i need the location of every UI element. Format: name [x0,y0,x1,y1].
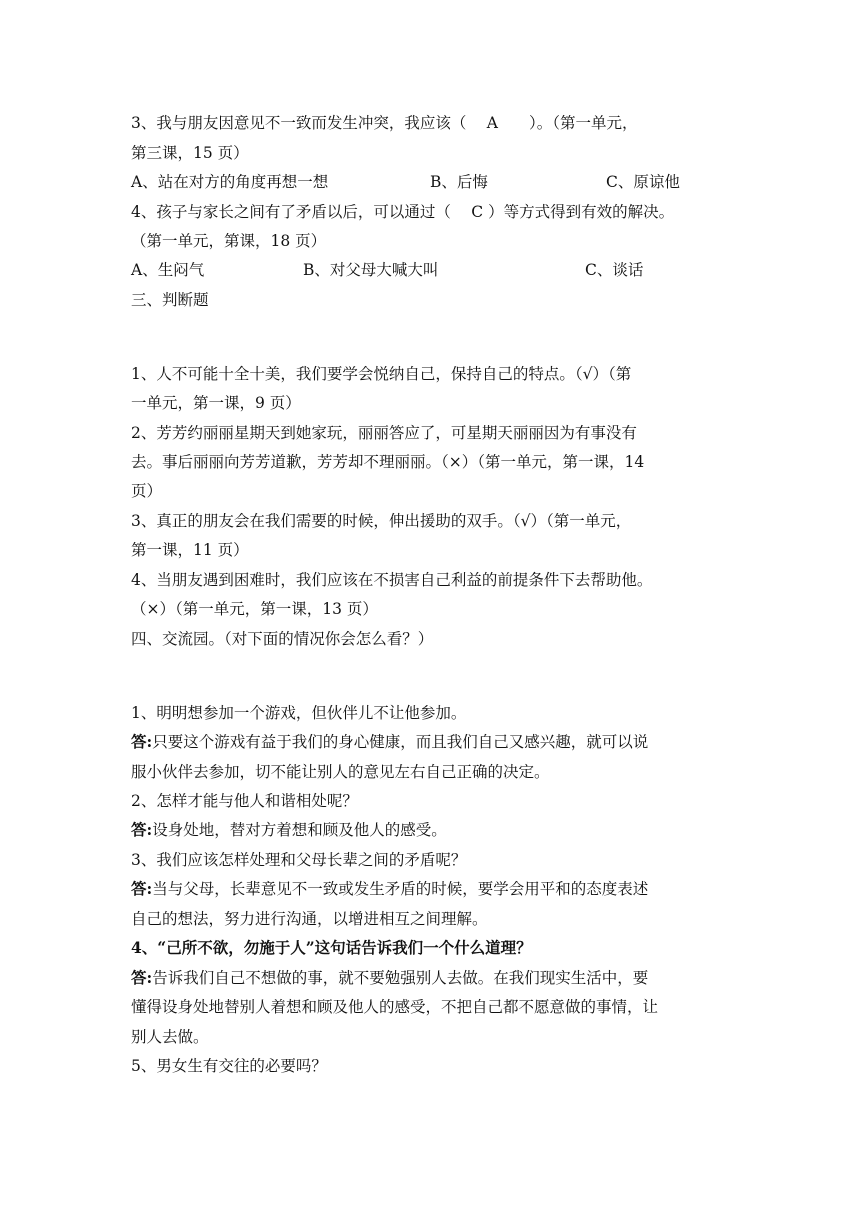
judge4-line2: （×）（第一单元，第一课，13 页） [131,600,378,618]
answer-label: 答: [131,879,153,898]
answer-text: 告诉我们自己不想做的事，就不要勉强别人去做。在我们现实生活中，要 [152,969,649,987]
q3-option-b: B、后悔 [430,173,488,191]
judge2-line2: 去。事后丽丽向芳芳道歉，芳芳却不理丽丽。（×）（第一单元，第一课，14 [131,453,645,471]
exchange1-answer-line1 [131,732,648,752]
exchange2-answer-line1 [131,820,447,840]
judge2-line3: 页） [131,482,163,500]
section4-title: 四、交流园。（对下面的情况你会怎么看？） [131,630,434,648]
exchange3-answer-line1 [131,879,648,899]
answer-text: 设身处地，替对方着想和顾及他人的感受。 [152,821,447,839]
exchange4-answer-line1 [131,968,648,988]
q4-option-b: B、对父母大喊大叫 [303,261,439,279]
answer-label: 答: [131,968,153,987]
judge1-line1: 1、人不可能十全十美，我们要学会悦纳自己，保持自己的特点。（√）（第 [131,365,632,383]
section3-title: 三、判断题 [131,291,209,309]
judge1-line2: 一单元，第一课，9 页） [131,394,301,412]
q4-option-c: C、谈话 [585,261,644,279]
q4-line1: 4、孩子与家长之间有了矛盾以后，可以通过（ C ）等方式得到有效的解决。 [131,203,675,221]
exchange4-answer-line3: 别人去做。 [131,1028,209,1046]
answer-text: 当与父母，长辈意见不一致或发生矛盾的时候，要学会用平和的态度表述 [152,880,649,898]
exchange2-question: 2、怎样才能与他人和谐相处呢？ [131,792,358,810]
q3-line2: 第三课，15 页） [131,144,249,162]
exchange1-answer-line2: 服小伙伴去参加，切不能让别人的意见左右自己正确的决定。 [131,763,550,781]
q4-option-a: A、生闷气 [131,261,205,279]
exchange1-question: 1、明明想参加一个游戏，但伙伴儿不让他参加。 [131,704,467,722]
answer-label: 答: [131,732,153,751]
answer-text: 只要这个游戏有益于我们的身心健康，而且我们自己又感兴趣，就可以说 [152,733,649,751]
judge3-line2: 第一课，11 页） [131,541,249,559]
q3-line1: 3、我与朋友因意见不一致而发生冲突，我应该（ A ）。（第一单元， [131,114,638,132]
judge3-line1: 3、真正的朋友会在我们需要的时候，伸出援助的双手。（√）（第一单元， [131,512,632,530]
exchange4-answer-line2: 懂得设身处地替别人着想和顾及他人的感受，不把自己都不愿意做的事情，让 [131,998,659,1016]
exchange3-question: 3、我们应该怎样处理和父母长辈之间的矛盾呢？ [131,851,467,869]
q3-option-a: A、站在对方的角度再想一想 [131,173,329,191]
q3-option-c: C、原谅他 [606,173,680,191]
q4-line2: （第一单元，第课，18 页） [131,232,327,250]
judge4-line1: 4、当朋友遇到困难时，我们应该在不损害自己利益的前提条件下去帮助他。 [131,571,653,589]
exchange5-question: 5、男女生有交往的必要吗？ [131,1057,327,1075]
answer-label: 答: [131,820,153,839]
exchange3-answer-line2: 自己的想法，努力进行沟通，以增进相互之间理解。 [131,910,488,928]
judge2-line1: 2、芳芳约丽丽星期天到她家玩，丽丽答应了，可星期天丽丽因为有事没有 [131,424,637,442]
exchange4-question: 4、“己所不欲，勿施于人”这句话告诉我们一个什么道理？ [131,938,532,957]
